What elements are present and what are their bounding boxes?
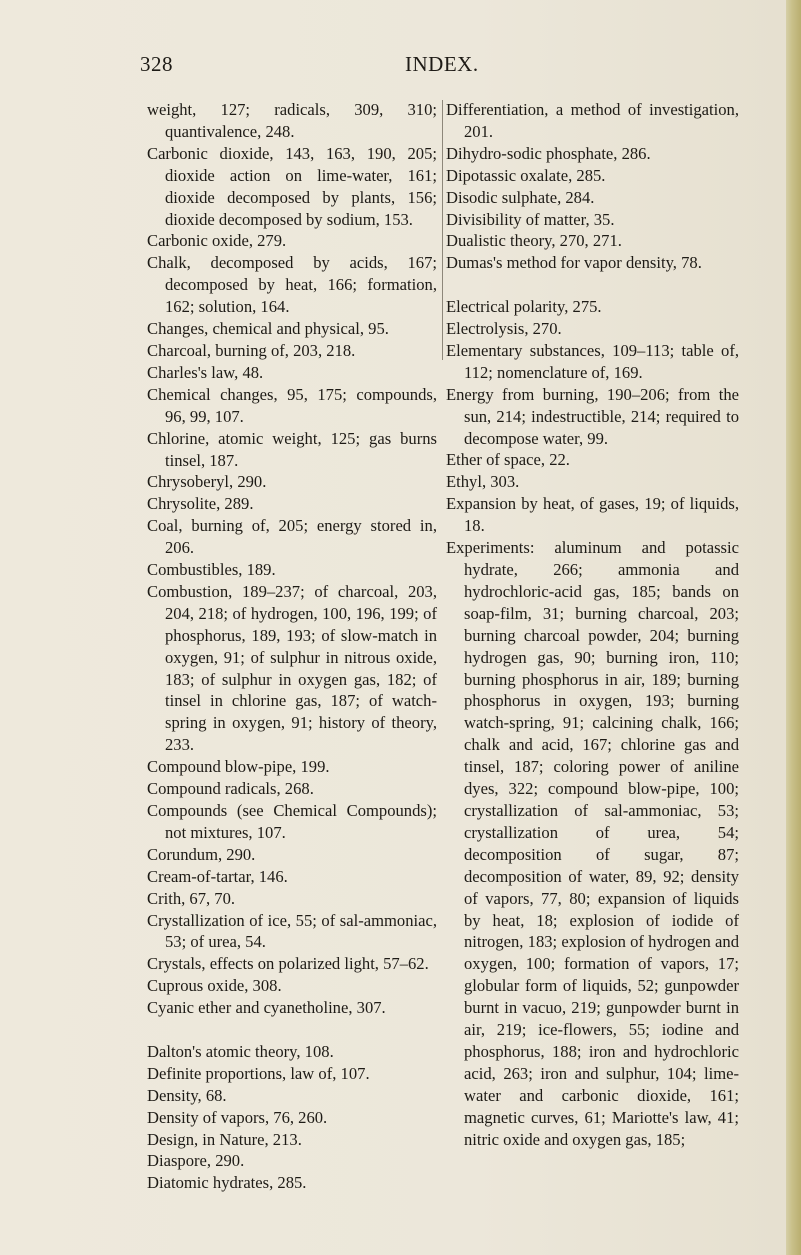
index-entry: Design, in Nature, 213.	[147, 1129, 302, 1149]
index-entry: Energy from burning, 190–206; from the sun, 214; indestructible, 214; required to decompose water, 99.	[446, 384, 739, 448]
index-entry: Definite proportions, law of, 107.	[147, 1063, 370, 1083]
index-entry: Charles's law, 48.	[147, 362, 264, 382]
index-entry: Changes, chemical and physical, 95.	[147, 319, 389, 339]
index-entry: Disodic sulphate, 284.	[446, 187, 595, 207]
column-divider	[442, 100, 443, 360]
page-number: 328	[140, 52, 173, 76]
index-entry: Ether of space, 22.	[446, 450, 570, 470]
index-entry: Combustion, 189–237; of charcoal, 203, 204, 218; of hydrogen, 100, 196, 199; of phosphorus, 189, 193; of slow-match in oxygen, 91; of sulphur in nitrous oxide, 183; of sulphur in oxygen gas, 182; of tinsel in chlorine gas, 187; of watch-spring in oxygen, 91; history of theory, 233.	[147, 581, 437, 755]
index-entry: Expansion by heat, of gases, 19; of liquids, 18.	[446, 494, 739, 536]
index-entry: Chrysoberyl, 290.	[147, 472, 267, 492]
index-entry: Combustibles, 189.	[147, 560, 276, 580]
index-entry: Compound radicals, 268.	[147, 779, 314, 799]
page-edge	[786, 0, 801, 1255]
index-column-left	[147, 99, 437, 1194]
index-entry: Chemical changes, 95, 175; compounds, 96, 99, 107.	[147, 384, 437, 426]
index-entry: Chlorine, atomic weight, 125; gas burns tinsel, 187.	[147, 428, 437, 470]
index-entry: Corundum, 290.	[147, 844, 256, 864]
index-entry: Diaspore, 290.	[147, 1151, 245, 1171]
index-column-right	[446, 99, 739, 1150]
index-entry: Electrical polarity, 275.	[446, 297, 602, 317]
running-title: INDEX.	[405, 52, 479, 76]
index-entry: Crystals, effects on polarized light, 57–62.	[147, 954, 429, 974]
letter-section-gap	[147, 1019, 437, 1041]
index-entry: Elementary substances, 109–113; table of, 112; nomenclature of, 169.	[446, 340, 739, 382]
index-entry: Density of vapors, 76, 260.	[147, 1107, 328, 1127]
index-entry: Dumas's method for vapor density, 78.	[446, 253, 702, 273]
index-entry: Dipotassic oxalate, 285.	[446, 165, 606, 185]
index-entry: Density, 68.	[147, 1085, 227, 1105]
index-entry: Crith, 67, 70.	[147, 888, 236, 908]
index-entry: Dalton's atomic theory, 108.	[147, 1041, 334, 1061]
index-entry: Dualistic theory, 270, 271.	[446, 231, 622, 251]
index-entry: Diatomic hydrates, 285.	[147, 1173, 307, 1193]
index-entry: Crystallization of ice, 55; of sal-ammoniac, 53; of urea, 54.	[147, 910, 437, 952]
index-entry: Differentiation, a method of investigation, 201.	[446, 100, 739, 141]
index-entry: Charcoal, burning of, 203, 218.	[147, 340, 356, 360]
index-entry: Experiments: aluminum and potassic hydrate, 266; ammonia and hydrochloric-acid gas, 185; bands on soap-film, 31; burning charcoal, 203; burning charcoal powder, 204; burning hydrogen gas, 90; burning iron, 110; burning phosphorus in air, 189; burning phosphorus in oxygen, 193; burning watch-spring, 91; calcining chalk, 166; chalk and acid, 167; chlorine gas and tinsel, 187; coloring power of aniline dyes, 322; compound blow-pipe, 100; crystallization of sal-ammoniac, 53; crystallization of urea, 54; decomposition of sugar, 87; decomposition of water, 89, 92; density of vapors, 77, 80; expansion of liquids by heat, 18; explosion of iodide of nitrogen, 183; explosion of hydrogen and oxygen, 100; formation of vapors, 17; globular form of liquids, 52; gunpowder burnt in vacuo, 219; gunpowder burnt in air, 219; ice-flowers, 55; iodine and phosphorus, 188; iron and hydrochloric acid, 263; iron and sulphur, 104; lime-water and carbonic dioxide, 161; magnetic curves, 61; Mariotte's law, 41; nitric oxide and oxygen gas, 185;	[446, 538, 739, 1149]
index-entry: Chalk, decomposed by acids, 167; decomposed by heat, 166; formation, 162; solution, 164.	[147, 253, 437, 317]
index-entry: Cream-of-tartar, 146.	[147, 866, 288, 886]
index-entry: Carbonic oxide, 279.	[147, 231, 287, 251]
index-entry: Coal, burning of, 205; energy stored in, 206.	[147, 516, 437, 558]
index-entry: Ethyl, 303.	[446, 472, 520, 492]
index-entry: Cuprous oxide, 308.	[147, 976, 282, 996]
index-entry: Carbonic dioxide, 143, 163, 190, 205; dioxide action on lime-water, 161; dioxide decomposed by plants, 156; dioxide decomposed by sodium, 153.	[147, 143, 437, 229]
index-entry: Divisibility of matter, 35.	[446, 209, 615, 229]
index-entry: Compound blow-pipe, 199.	[147, 757, 330, 777]
page-header	[0, 52, 786, 82]
index-entry: Electrolysis, 270.	[446, 319, 562, 339]
index-entry: Chrysolite, 289.	[147, 494, 254, 514]
index-entry: Dihydro-sodic phosphate, 286.	[446, 143, 651, 163]
index-entry: weight, 127; radicals, 309, 310; quantivalence, 248.	[147, 100, 437, 141]
index-entry: Cyanic ether and cyanetholine, 307.	[147, 998, 386, 1018]
index-entry: Compounds (see Chemical Compounds); not mixtures, 107.	[147, 801, 437, 842]
letter-section-gap	[446, 274, 739, 296]
